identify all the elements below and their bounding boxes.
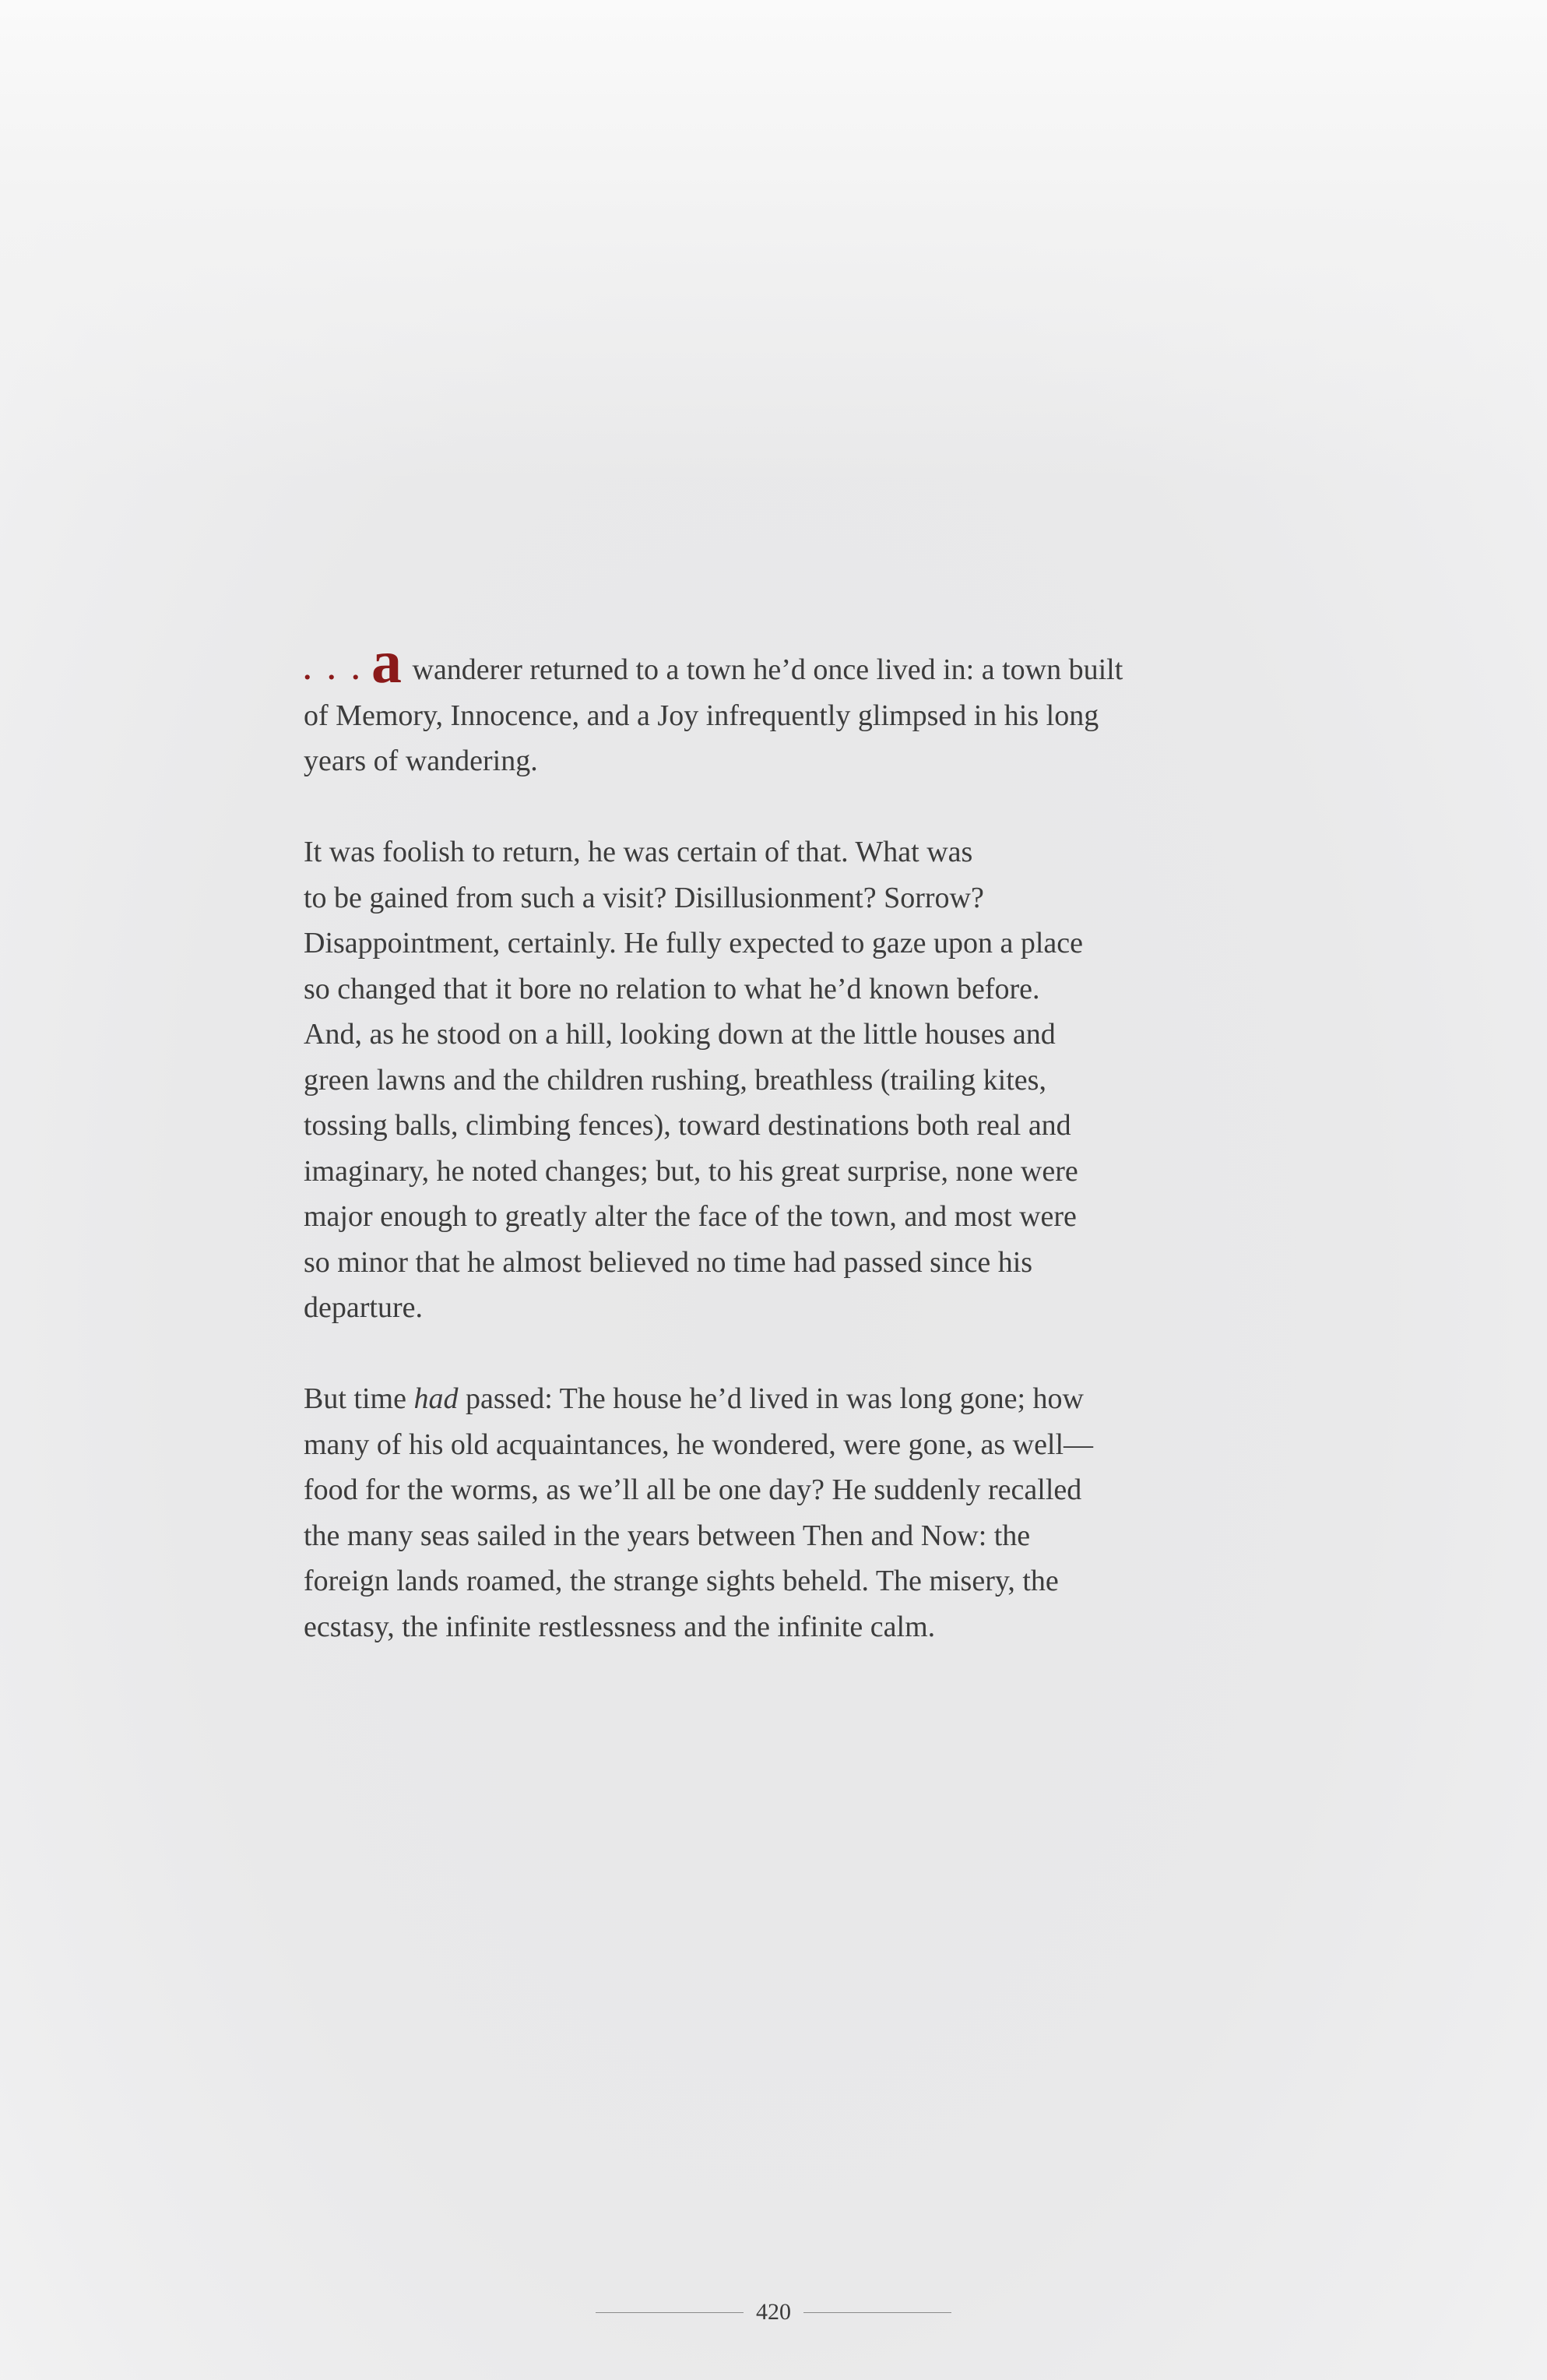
paragraph-2-line-6: green lawns and the children rushing, breathless (trailing kites, [304,1063,1046,1097]
paragraph-1-line-1 [304,628,1230,695]
italic-emphasis: had [413,1382,459,1415]
paragraph-3-line-5: foreign lands roamed, the strange sights beheld. The misery, the [304,1565,1059,1597]
body-text [304,628,1230,1695]
paragraph-2-line-2: to be gained from such a visit? Disillusionment? Sorrow? [304,881,984,914]
paragraph-3-line-1 [304,1376,1230,1422]
paragraph-2-line-8: imaginary, he noted changes; but, to his great surprise, none were [304,1154,1078,1188]
paragraph-1 [304,628,1230,784]
paragraph-3-line-4: the many seas sailed in the years between Then and Now: the [304,1519,1031,1552]
paragraph-2-line-4: so changed that it bore no relation to what he’d known before. [304,972,1040,1005]
paragraph-2-line-5: And, as he stood on a hill, looking down at the little houses and [304,1018,1056,1051]
paragraph-2 [304,829,1230,1331]
paragraph-1-line-2: of Memory, Innocence, and a Joy infrequently glimpsed in his long [304,699,1099,732]
lead-ellipsis: . . . [304,653,364,686]
paragraph-2-line-3: Disappointment, certainly. He fully expected to gaze upon a place [304,927,1083,959]
paragraph-2-line-1: It was foolish to return, he was certain of that. What was [304,836,973,868]
paragraph-3-line-2: many of his old acquaintances, he wondered, were gone, as well— [304,1428,1094,1461]
paragraph-2-line-11: departure. [304,1291,423,1324]
paragraph-3-line-3: food for the worms, as we’ll all be one day? He suddenly recalled [304,1473,1082,1506]
paragraph-2-line-9: major enough to greatly alter the face of the town, and most were [304,1200,1077,1233]
drop-cap: a [371,628,402,695]
paragraph-3-line-6: ecstasy, the infinite restlessness and the infinite calm. [304,1610,936,1643]
line-text-after-italic: passed: The house he’d lived in was long gone; how [458,1382,1084,1415]
paragraph-3 [304,1376,1230,1649]
paragraph-2-line-7: tossing balls, climbing fences), toward destinations both real and [304,1109,1071,1142]
page-number: 420 [756,2299,791,2325]
footer-rule-right [803,2312,951,2313]
line-text-before-italic: But time [304,1382,414,1415]
paragraph-2-line-10: so minor that he almost believed no time had passed since his [304,1245,1033,1279]
line-text: wanderer returned to a town he’d once lived in: a town built [405,653,1123,686]
page-background-fade [0,0,1547,483]
paragraph-1-line-3: years of wandering. [304,745,538,777]
page-footer [0,2299,1547,2325]
footer-rule-left [596,2312,744,2313]
